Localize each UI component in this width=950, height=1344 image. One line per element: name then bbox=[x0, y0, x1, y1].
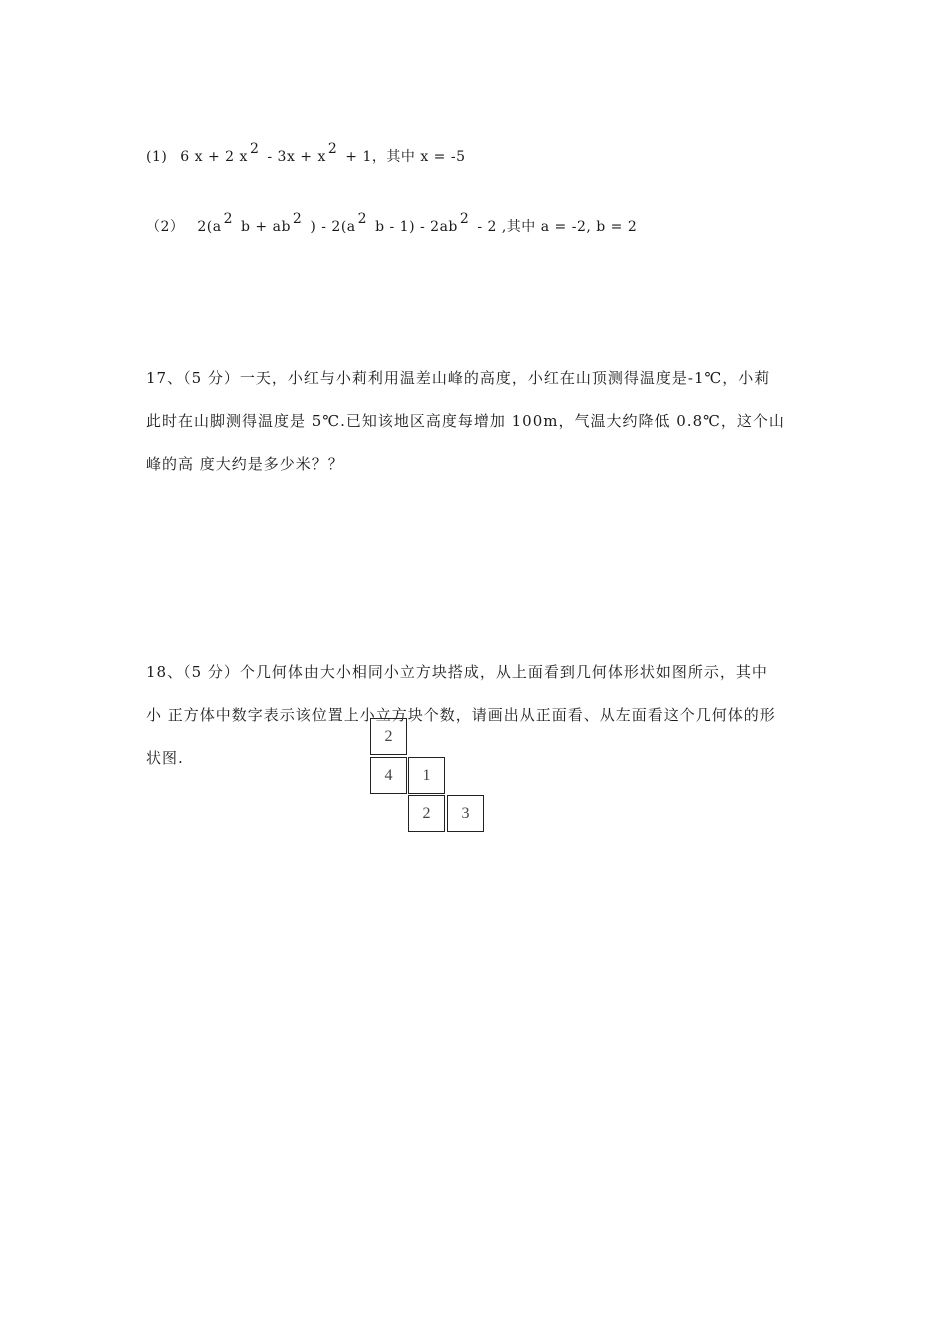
part1-expr-a: 6 x + 2 x bbox=[180, 149, 248, 165]
problem18-line3: 状图. bbox=[146, 749, 184, 767]
part2-exp3: 2 bbox=[357, 211, 368, 227]
part2-exp4: 2 bbox=[459, 211, 470, 227]
part1-expr-c: + 1，其中 x = -5 bbox=[345, 149, 466, 165]
grid-cell: 3 bbox=[447, 795, 484, 832]
grid-cell: 2 bbox=[408, 795, 445, 832]
part1-label: (1) bbox=[146, 149, 168, 165]
problem17-line1: 17、（5 分）一天，小红与小莉利用温差山峰的高度，小红在山顶测得温度是-1℃，小莉 bbox=[146, 369, 771, 387]
part2-exp2: 2 bbox=[292, 211, 303, 227]
part2-expr-d: b - 1) - 2ab bbox=[375, 219, 458, 235]
part2-expr-c: ) - 2(a bbox=[310, 219, 356, 235]
part2-label: （2） bbox=[146, 219, 185, 235]
problem18-line2: 小 正方体中数字表示该位置上小立方块个数，请画出从正面看、从左面看这个几何体的形 bbox=[146, 706, 776, 724]
part1-expr-b: - 3x + x bbox=[267, 149, 326, 165]
problem17-line2: 此时在山脚测得温度是 5℃.已知该地区高度每增加 100m，气温大约降低 0.8℃，这个山 bbox=[146, 412, 785, 430]
grid-cell: 4 bbox=[370, 757, 407, 794]
part2-expr-b: b + ab bbox=[241, 219, 291, 235]
grid-cell: 1 bbox=[408, 757, 445, 794]
part1-exp1: 2 bbox=[249, 141, 260, 157]
problem16-part2 bbox=[146, 211, 638, 236]
grid-cell: 2 bbox=[370, 718, 407, 755]
problem16-part1 bbox=[146, 141, 466, 166]
part1-exp2: 2 bbox=[327, 141, 338, 157]
part2-expr-a: 2(a bbox=[197, 219, 222, 235]
part2-exp1: 2 bbox=[223, 211, 234, 227]
part2-expr-e: - 2 ,其中 a = -2, b = 2 bbox=[477, 219, 638, 235]
problem18-line1: 18、（5 分）个几何体由大小相同小立方块搭成，从上面看到几何体形状如图所示，其中 bbox=[146, 663, 768, 681]
problem17-text bbox=[146, 357, 810, 486]
problem17-line3: 峰的高 度大约是多少米？？ bbox=[146, 455, 344, 473]
problem18-text bbox=[146, 651, 810, 780]
